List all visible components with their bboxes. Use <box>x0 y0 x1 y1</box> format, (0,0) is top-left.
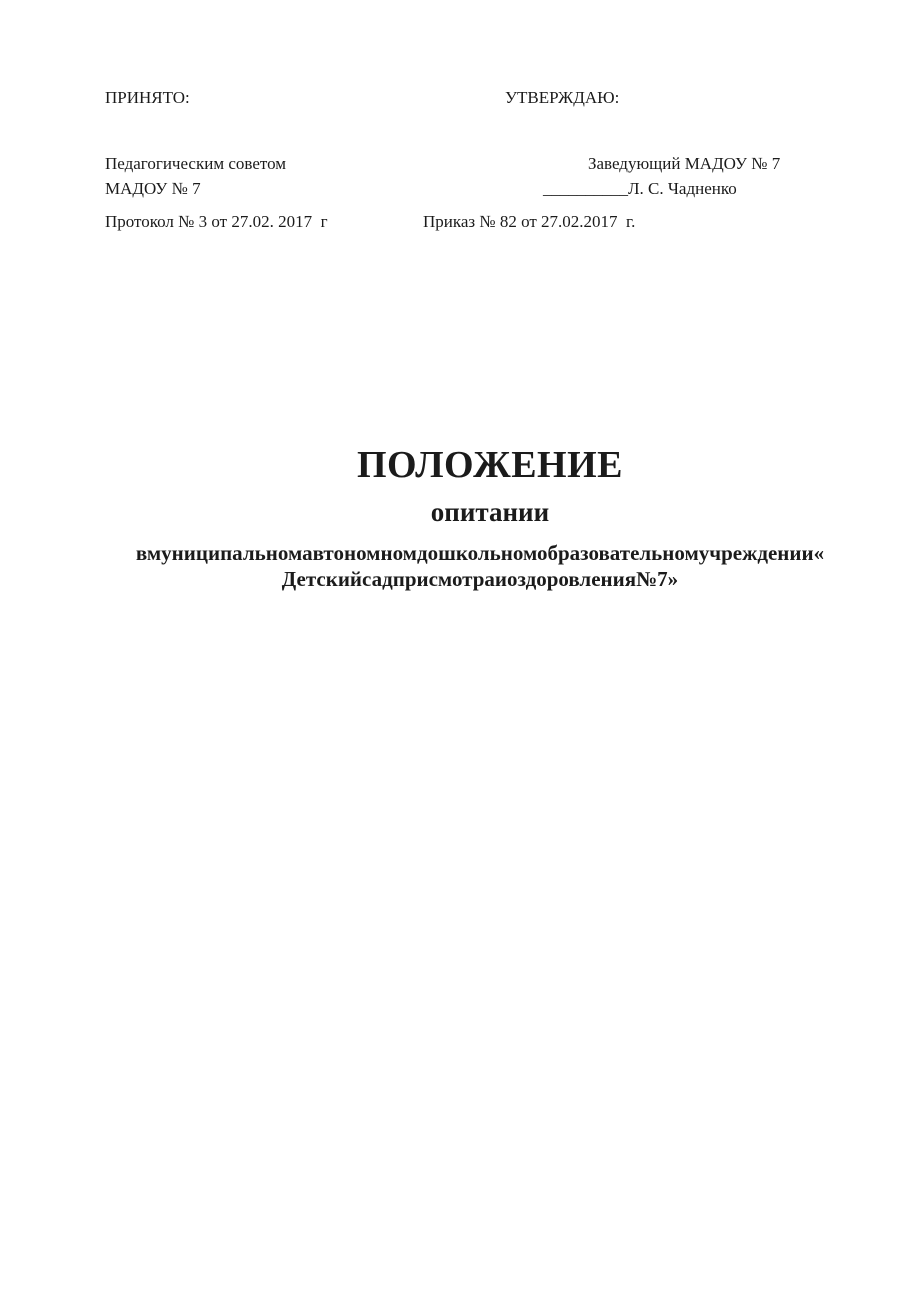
approved-by-signature-line: __________Л. С. Чадненко <box>543 179 737 198</box>
accepted-by-line1: Педагогическим советом <box>105 154 286 173</box>
body-line-1: вмуниципальномавтономномдошкольномобразовательномучреждении« <box>135 541 825 565</box>
approved-by-line1: Заведующий МАДОУ № 7 <box>588 154 781 173</box>
accepted-label: ПРИНЯТО: <box>105 88 190 107</box>
body-line-2: Детскийсадприсмотраиоздоровления№7» <box>281 567 679 591</box>
page-subtitle: опитании <box>430 497 550 527</box>
approved-label: УТВЕРЖДАЮ: <box>505 88 620 107</box>
page-title: ПОЛОЖЕНИЕ <box>356 444 624 486</box>
protocol-line: Протокол № 3 от 27.02. 2017 г <box>105 212 328 231</box>
accepted-by-line2: МАДОУ № 7 <box>105 179 201 198</box>
order-line: Приказ № 82 от 27.02.2017 г. <box>423 212 636 231</box>
